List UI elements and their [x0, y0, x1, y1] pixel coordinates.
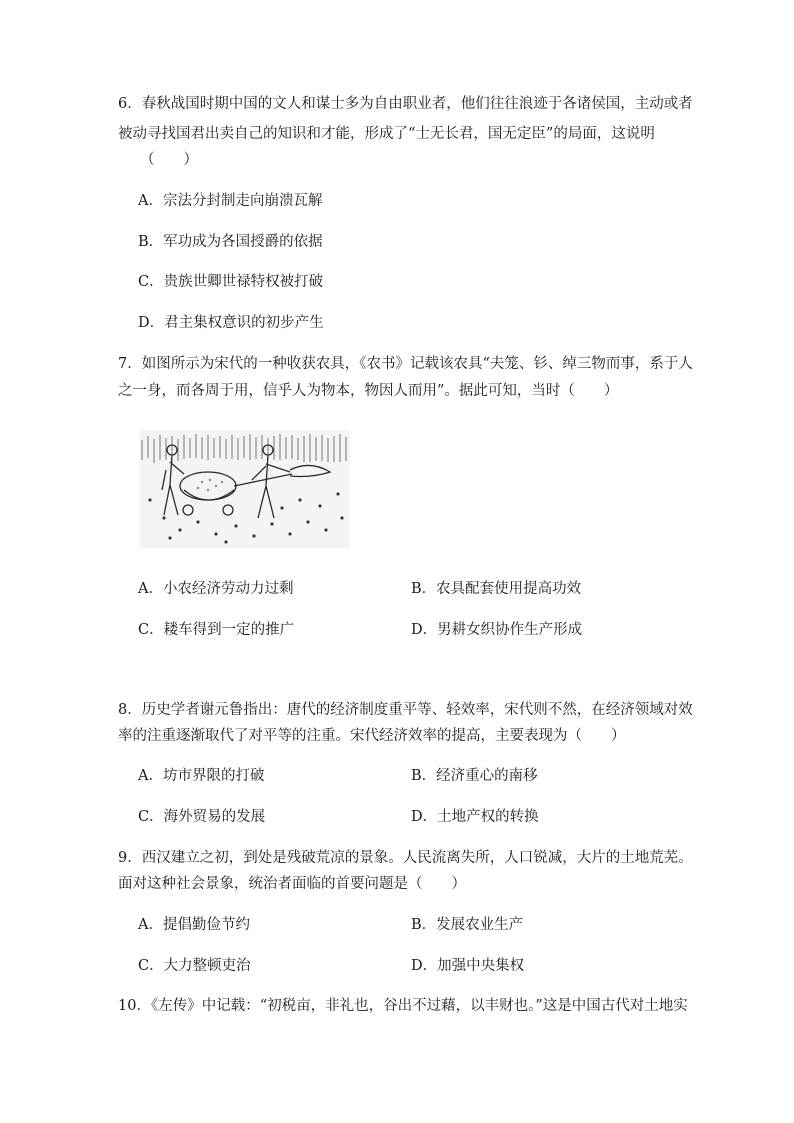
q7-option-c: C．耧车得到一定的推广	[138, 622, 295, 638]
q6-stem-line-2: 被动寻找国君出卖自己的知识和才能，形成了“士无长君，国无定臣”的局面，这说明	[118, 126, 655, 142]
q8-option-d: D．土地产权的转换	[411, 809, 539, 825]
q9-option-d: D．加强中央集权	[411, 958, 525, 974]
q6-option-b: B．军功成为各国授爵的依据	[138, 234, 323, 250]
harvest-tool-illustration	[140, 430, 350, 548]
q6-stem-line-1: 6．春秋战国时期中国的文人和谋士多为自由职业者，他们往往浪迹于各诸侯国，主动或者	[118, 96, 693, 112]
q7-option-b: B．农具配套使用提高功效	[411, 581, 582, 597]
q6-option-a: A．宗法分封制走向崩溃瓦解	[138, 193, 323, 209]
q8-option-b: B．经济重心的南移	[411, 768, 538, 784]
q9-option-a: A．提倡勤俭节约	[138, 917, 250, 933]
q7-stem-line-1: 7．如图所示为宋代的一种收获农具，《农书》记载该农具“夫笼、钐、绰三物而事，系于人	[118, 356, 693, 372]
q8-option-a: A．坊市界限的打破	[138, 768, 265, 784]
q7-option-d: D．男耕女织协作生产形成	[411, 622, 583, 638]
q9-option-c: C．大力整顿吏治	[138, 958, 251, 974]
q10-stem-line-1: 10．《左传》中记载：“初税亩，非礼也，谷出不过藉，以丰财也。”这是中国古代对土地实	[118, 998, 688, 1014]
q9-stem-line-2: 面对这种社会景象，统治者面临的首要问题是（ ）	[118, 876, 466, 892]
q8-option-c: C．海外贸易的发展	[138, 809, 266, 825]
q6-answer-bracket: （ ）	[140, 152, 198, 168]
q8-stem-line-2: 率的注重逐渐取代了对平等的注重。宋代经济效率的提高，主要表现为（ ）	[118, 728, 626, 744]
q6-option-d: D．君主集权意识的初步产生	[138, 315, 324, 331]
q8-stem-line-1: 8．历史学者谢元鲁指出：唐代的经济制度重平等、轻效率，宋代则不然，在经济领域对效	[118, 702, 693, 718]
q6-option-c: C．贵族世卿世禄特权被打破	[138, 274, 324, 290]
q9-option-b: B．发展农业生产	[411, 917, 524, 933]
q7-stem-line-2: 之一身，而各周于用，信乎人为物本，物因人而用”。据此可知，当时（ ）	[118, 383, 619, 399]
q9-stem-line-1: 9．西汉建立之初，到处是残破荒凉的景象。人民流离失所，人口锐减，大片的土地荒芜。	[118, 850, 693, 866]
q7-option-a: A．小农经济劳动力过剩	[138, 581, 294, 597]
